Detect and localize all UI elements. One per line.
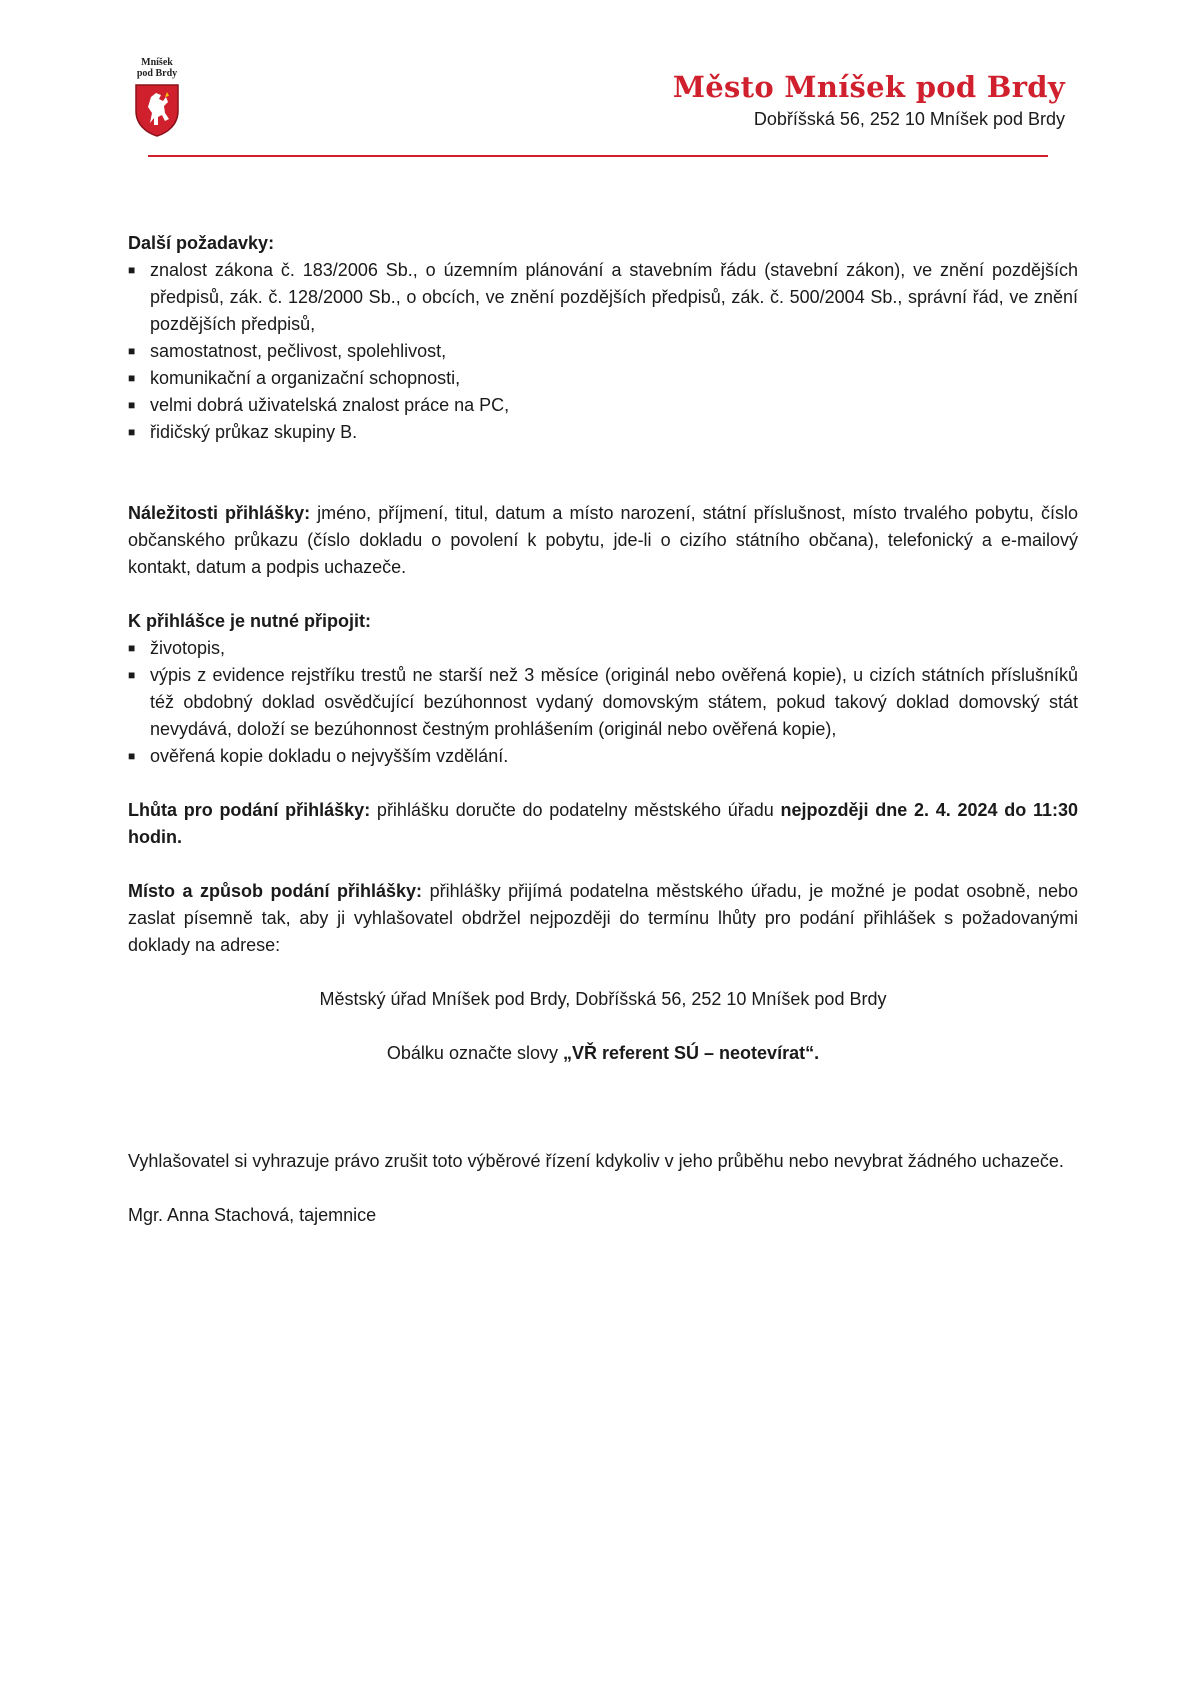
bullet-square-icon: ■ <box>128 371 136 385</box>
logo-text-line1: Mníšek <box>141 57 173 68</box>
list-item <box>128 392 1078 419</box>
deadline-paragraph <box>128 797 1078 851</box>
envelope-prefix: Obálku označte slovy <box>386 1043 563 1063</box>
submission-text: přihlášky přijímá podatelna městského úřadu, je možné je podat osobně, nebo zaslat písemně tak, aby ji vyhlašovatel obdržel nejpozději do termínu lhůty pro podání přihlášek s požadovanými doklady na adrese: <box>128 881 1079 955</box>
document-body <box>128 230 1078 1229</box>
town-name-heading: Město Mníšek pod Brdy <box>672 70 1065 104</box>
requirements-list <box>128 257 1078 446</box>
list-item-text: životopis, <box>150 638 226 658</box>
submission-paragraph <box>128 878 1078 959</box>
submission-address: Městský úřad Mníšek pod Brdy, Dobříšská 56, 252 10 Mníšek pod Brdy <box>319 989 887 1009</box>
attachments-heading: K přihlášce je nutné připojit: <box>128 611 372 631</box>
requirements-heading: Další požadavky: <box>128 233 275 253</box>
list-item <box>128 743 1078 770</box>
list-item-text: ověřená kopie dokladu o nejvyšším vzdělání. <box>150 746 509 766</box>
envelope-label: „VŘ referent SÚ – neotevírat“. <box>563 1043 820 1063</box>
reservation-paragraph: Vyhlašovatel si vyhrazuje právo zrušit toto výběrové řízení kdykoliv v jeho průběhu nebo nevybrat žádného uchazeče. <box>128 1151 1064 1171</box>
header-divider <box>148 155 1048 157</box>
bullet-square-icon: ■ <box>128 398 136 412</box>
list-item-text: výpis z evidence rejstříku trestů ne starší než 3 měsíce (originál nebo ověřená kopie), u cizích státních příslušníků též obdobný doklad osvědčující bezúhonnost vydaný domovským státem, pokud takový doklad domovský stát nevydává, doloží se bezúhonnost čestným prohlášením (originál nebo ověřená kopie), <box>150 665 1078 739</box>
deadline-label: Lhůta pro podání přihlášky: <box>128 800 371 820</box>
deadline-text: přihlášku doručte do podatelny městského úřadu <box>370 800 781 820</box>
deadline-date: nejpozději dne 2. 4. 2024 do 11:30 hodin. <box>128 800 1078 847</box>
list-item-text: velmi dobrá uživatelská znalost práce na PC, <box>150 395 510 415</box>
bullet-square-icon: ■ <box>128 668 136 682</box>
envelope-instruction <box>128 1040 1078 1067</box>
town-logo <box>130 57 184 137</box>
list-item-text: řidičský průkaz skupiny B. <box>150 422 358 442</box>
list-item <box>128 419 1078 446</box>
list-item <box>128 257 1078 338</box>
list-item <box>128 662 1078 743</box>
bullet-square-icon: ■ <box>128 263 136 277</box>
submission-label: Místo a způsob podání přihlášky: <box>128 881 423 901</box>
signature-line: Mgr. Anna Stachová, tajemnice <box>128 1205 377 1225</box>
list-item-text: samostatnost, pečlivost, spolehlivost, <box>150 341 447 361</box>
application-details-paragraph <box>128 500 1078 581</box>
bullet-square-icon: ■ <box>128 749 136 763</box>
list-item <box>128 635 1078 662</box>
list-item <box>128 338 1078 365</box>
bullet-square-icon: ■ <box>128 425 136 439</box>
application-details-label: Náležitosti přihlášky: <box>128 503 311 523</box>
town-address: Dobříšská 56, 252 10 Mníšek pod Brdy <box>753 109 1065 129</box>
application-details-text: jméno, příjmení, titul, datum a místo narození, státní příslušnost, místo trvalého pobytu, číslo občanského průkazu (číslo dokladu o povolení k pobytu, jde-li o cizího státního občana), telefonický a e-mailový kontakt, datum a podpis uchazeče. <box>128 503 1078 577</box>
coat-of-arms-icon <box>134 83 180 137</box>
list-item <box>128 365 1078 392</box>
bullet-square-icon: ■ <box>128 344 136 358</box>
list-item-text: znalost zákona č. 183/2006 Sb., o územním plánování a stavebním řádu (stavební zákon), ve znění pozdějších předpisů, zák. č. 128/2000 Sb., o obcích, ve znění pozdějších předpisů, zák. č. 500/2004 Sb., správní řád, ve znění pozdějších předpisů, <box>150 260 1078 334</box>
logo-text-line2: pod Brdy <box>136 68 178 79</box>
bullet-square-icon: ■ <box>128 641 136 655</box>
attachments-list <box>128 635 1078 770</box>
list-item-text: komunikační a organizační schopnosti, <box>150 368 461 388</box>
